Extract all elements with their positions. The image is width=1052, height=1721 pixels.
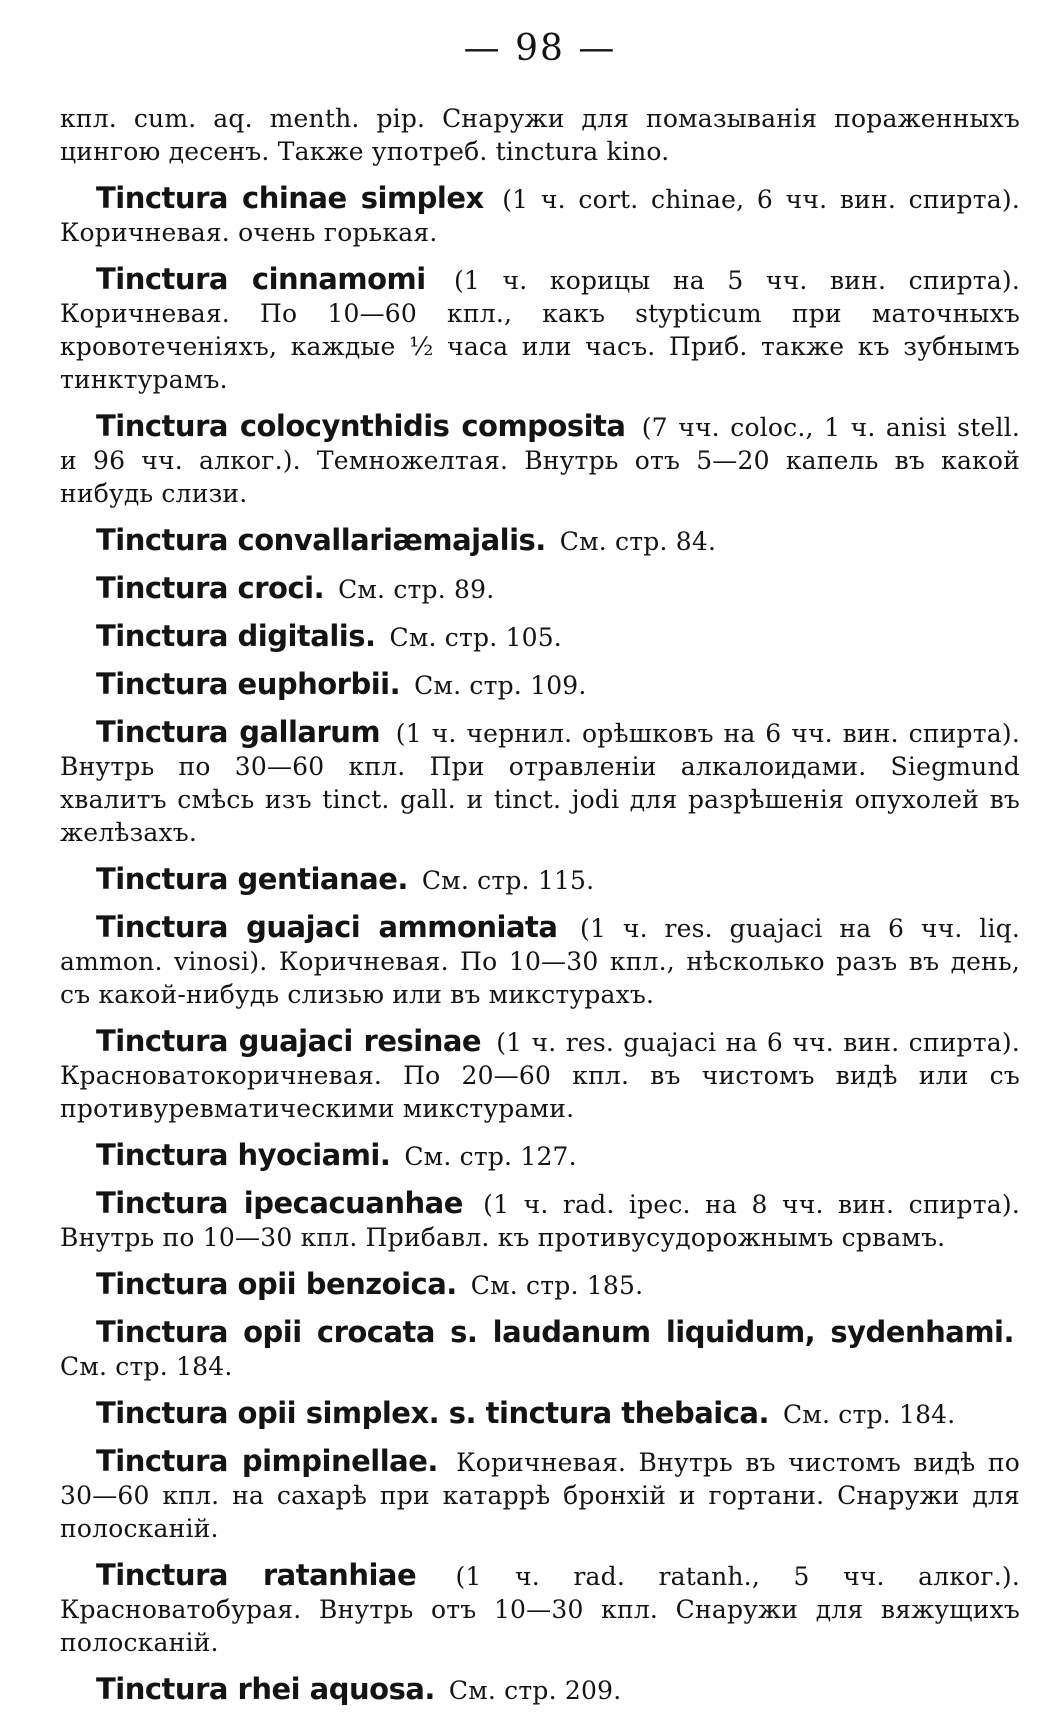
entry-tinctura-croci bbox=[60, 572, 1020, 606]
entry-term: Tinctura opii benzoica. bbox=[96, 1267, 457, 1301]
entry-tinctura-digitalis bbox=[60, 620, 1020, 654]
entry-text: См. стр. 185. bbox=[470, 1271, 644, 1300]
entry-term: Tinctura ipecacuanhae bbox=[96, 1186, 463, 1220]
entry-term: Tinctura opii simplex. s. tinctura thebaica. bbox=[96, 1396, 770, 1430]
entry-term: Tinctura cinnamomi bbox=[96, 262, 426, 296]
entry-term: Tinctura gallarum bbox=[96, 715, 381, 749]
entry-text: (1 ч. res. guajaci на 6 чч. вин. спирта). Красноватокоричневая. По 20—60 кпл. въ чистомъ видѣ или съ противуревматическими микстурами. bbox=[60, 1028, 1020, 1123]
entry-text: (7 чч. coloc., 1 ч. anisi stell. и 96 чч. алког.). Темножелтая. Внутрь отъ 5—20 капель въ какой нибудь слизи. bbox=[60, 413, 1020, 508]
entry-text: Коричневая. Внутрь въ чистомъ видѣ по 30—60 кпл. на сахарѣ при катаррѣ бронхій и гортани. Снаружи для полосканій. bbox=[60, 1448, 1020, 1543]
entry-tinctura-opii-benzoica bbox=[60, 1268, 1020, 1302]
entry-tinctura-hyociami bbox=[60, 1139, 1020, 1173]
entry-term: Tinctura croci. bbox=[96, 571, 325, 605]
entry-text: См. стр. 115. bbox=[421, 866, 595, 895]
entry-tinctura-guajaci-ammoniata bbox=[60, 911, 1020, 1011]
entry-tinctura-gallarum bbox=[60, 716, 1020, 849]
entry-tinctura-convallariae-majalis bbox=[60, 524, 1020, 558]
entry-text: (1 ч. rad. ipec. на 8 чч. вин. спирта). Внутрь по 10—30 кпл. Прибавл. къ противусудорожнымъ срвамъ. bbox=[60, 1190, 1020, 1252]
entry-tinctura-cinnamomi bbox=[60, 263, 1020, 396]
entry-text: См. стр. 184. bbox=[782, 1400, 956, 1429]
entry-tinctura-colocynthidis-composita bbox=[60, 410, 1020, 510]
entry-text: См. стр. 89. bbox=[338, 575, 495, 604]
entry-text: (1 ч. корицы на 5 чч. вин. спирта). Коричневая. По 10—60 кпл., какъ stypticum при маточныхъ кровотеченіяхъ, каждые ½ часа или часъ. Приб. также къ зубнымъ тинктурамъ. bbox=[60, 266, 1021, 394]
entry-text: См. стр. 109. bbox=[414, 671, 587, 700]
entry-text: (1 ч. cort. chinae, 6 чч. вин. спирта). Коричневая. очень горькая. bbox=[60, 185, 1020, 247]
entry-term: Tinctura rhei aquosa. bbox=[96, 1672, 435, 1706]
entry-term: Tinctura chinae simplex bbox=[96, 181, 484, 215]
entry-term: Tinctura hyociami. bbox=[96, 1138, 391, 1172]
entry-tinctura-rhei-aquosa bbox=[60, 1673, 1020, 1707]
page-number: — 98 — bbox=[463, 28, 617, 69]
entry-term: Tinctura convallariæmajalis. bbox=[96, 523, 546, 557]
entry-tinctura-pimpinellae bbox=[60, 1445, 1020, 1545]
entry-text: См. стр. 84. bbox=[559, 527, 717, 556]
entry-term: Tinctura pimpinellae. bbox=[96, 1444, 438, 1478]
entry-text: (1 ч. res. guajaci на 6 чч. liq. ammon. vinosi). Коричневая. По 10—30 кпл., нѣсколько разъ въ день, съ какой-нибудь слизью или въ микстурахъ. bbox=[60, 914, 1021, 1009]
entry-tinctura-ratanhiae bbox=[60, 1559, 1020, 1659]
entry-tinctura-guajaci-resinae bbox=[60, 1025, 1020, 1125]
entry-term: Tinctura opii crocata s. laudanum liquidum, sydenhami. bbox=[96, 1315, 1014, 1349]
entry-tinctura-gentianae bbox=[60, 863, 1020, 897]
entry-term: Tinctura colocynthidis composita bbox=[96, 409, 626, 443]
entry-tinctura-euphorbii bbox=[60, 668, 1020, 702]
entry-term: Tinctura guajaci ammoniata bbox=[96, 910, 558, 944]
entry-term: Tinctura gentianae. bbox=[96, 862, 408, 896]
entry-tinctura-opii-simplex bbox=[60, 1397, 1020, 1431]
entry-text: См. стр. 105. bbox=[389, 623, 562, 652]
entry-term: Tinctura ratanhiae bbox=[96, 1558, 417, 1592]
entry-term: Tinctura guajaci resinae bbox=[96, 1024, 482, 1058]
entry-tinctura-opii-crocata bbox=[60, 1316, 1020, 1383]
entry-text: См. стр. 127. bbox=[404, 1142, 577, 1171]
entry-text: См. стр. 209. bbox=[448, 1676, 622, 1705]
entry-term: Tinctura digitalis. bbox=[96, 619, 376, 653]
entry-term: Tinctura euphorbii. bbox=[96, 667, 401, 701]
entry-continuation bbox=[60, 102, 1020, 168]
entry-list bbox=[60, 102, 1020, 1721]
entry-tinctura-chinae-simplex bbox=[60, 182, 1020, 249]
entry-text: (1 ч. чернил. орѣшковъ на 6 чч. вин. спирта). Внутрь по 30—60 кпл. При отравленіи алкалоидами. Siegmund хвалитъ смѣсь изъ tinct. gall. и tinct. jodi для разрѣшенія опухолей въ желѣзахъ. bbox=[60, 719, 1020, 847]
book-page bbox=[60, 20, 1021, 1706]
entry-text: кпл. cum. aq. menth. pip. Снаружи для помазыванія пораженныхъ цингою десенъ. Также употреб. tinctura kino. bbox=[60, 104, 1020, 166]
entry-text: См. стр. 184. bbox=[60, 1352, 233, 1381]
entry-tinctura-ipecacuanhae bbox=[60, 1187, 1020, 1254]
entry-text: (1 ч. rad. ratanh., 5 чч. алког.). Красноватобурая. Внутрь отъ 10—30 кпл. Снаружи для вяжущихъ полосканій. bbox=[60, 1562, 1020, 1657]
